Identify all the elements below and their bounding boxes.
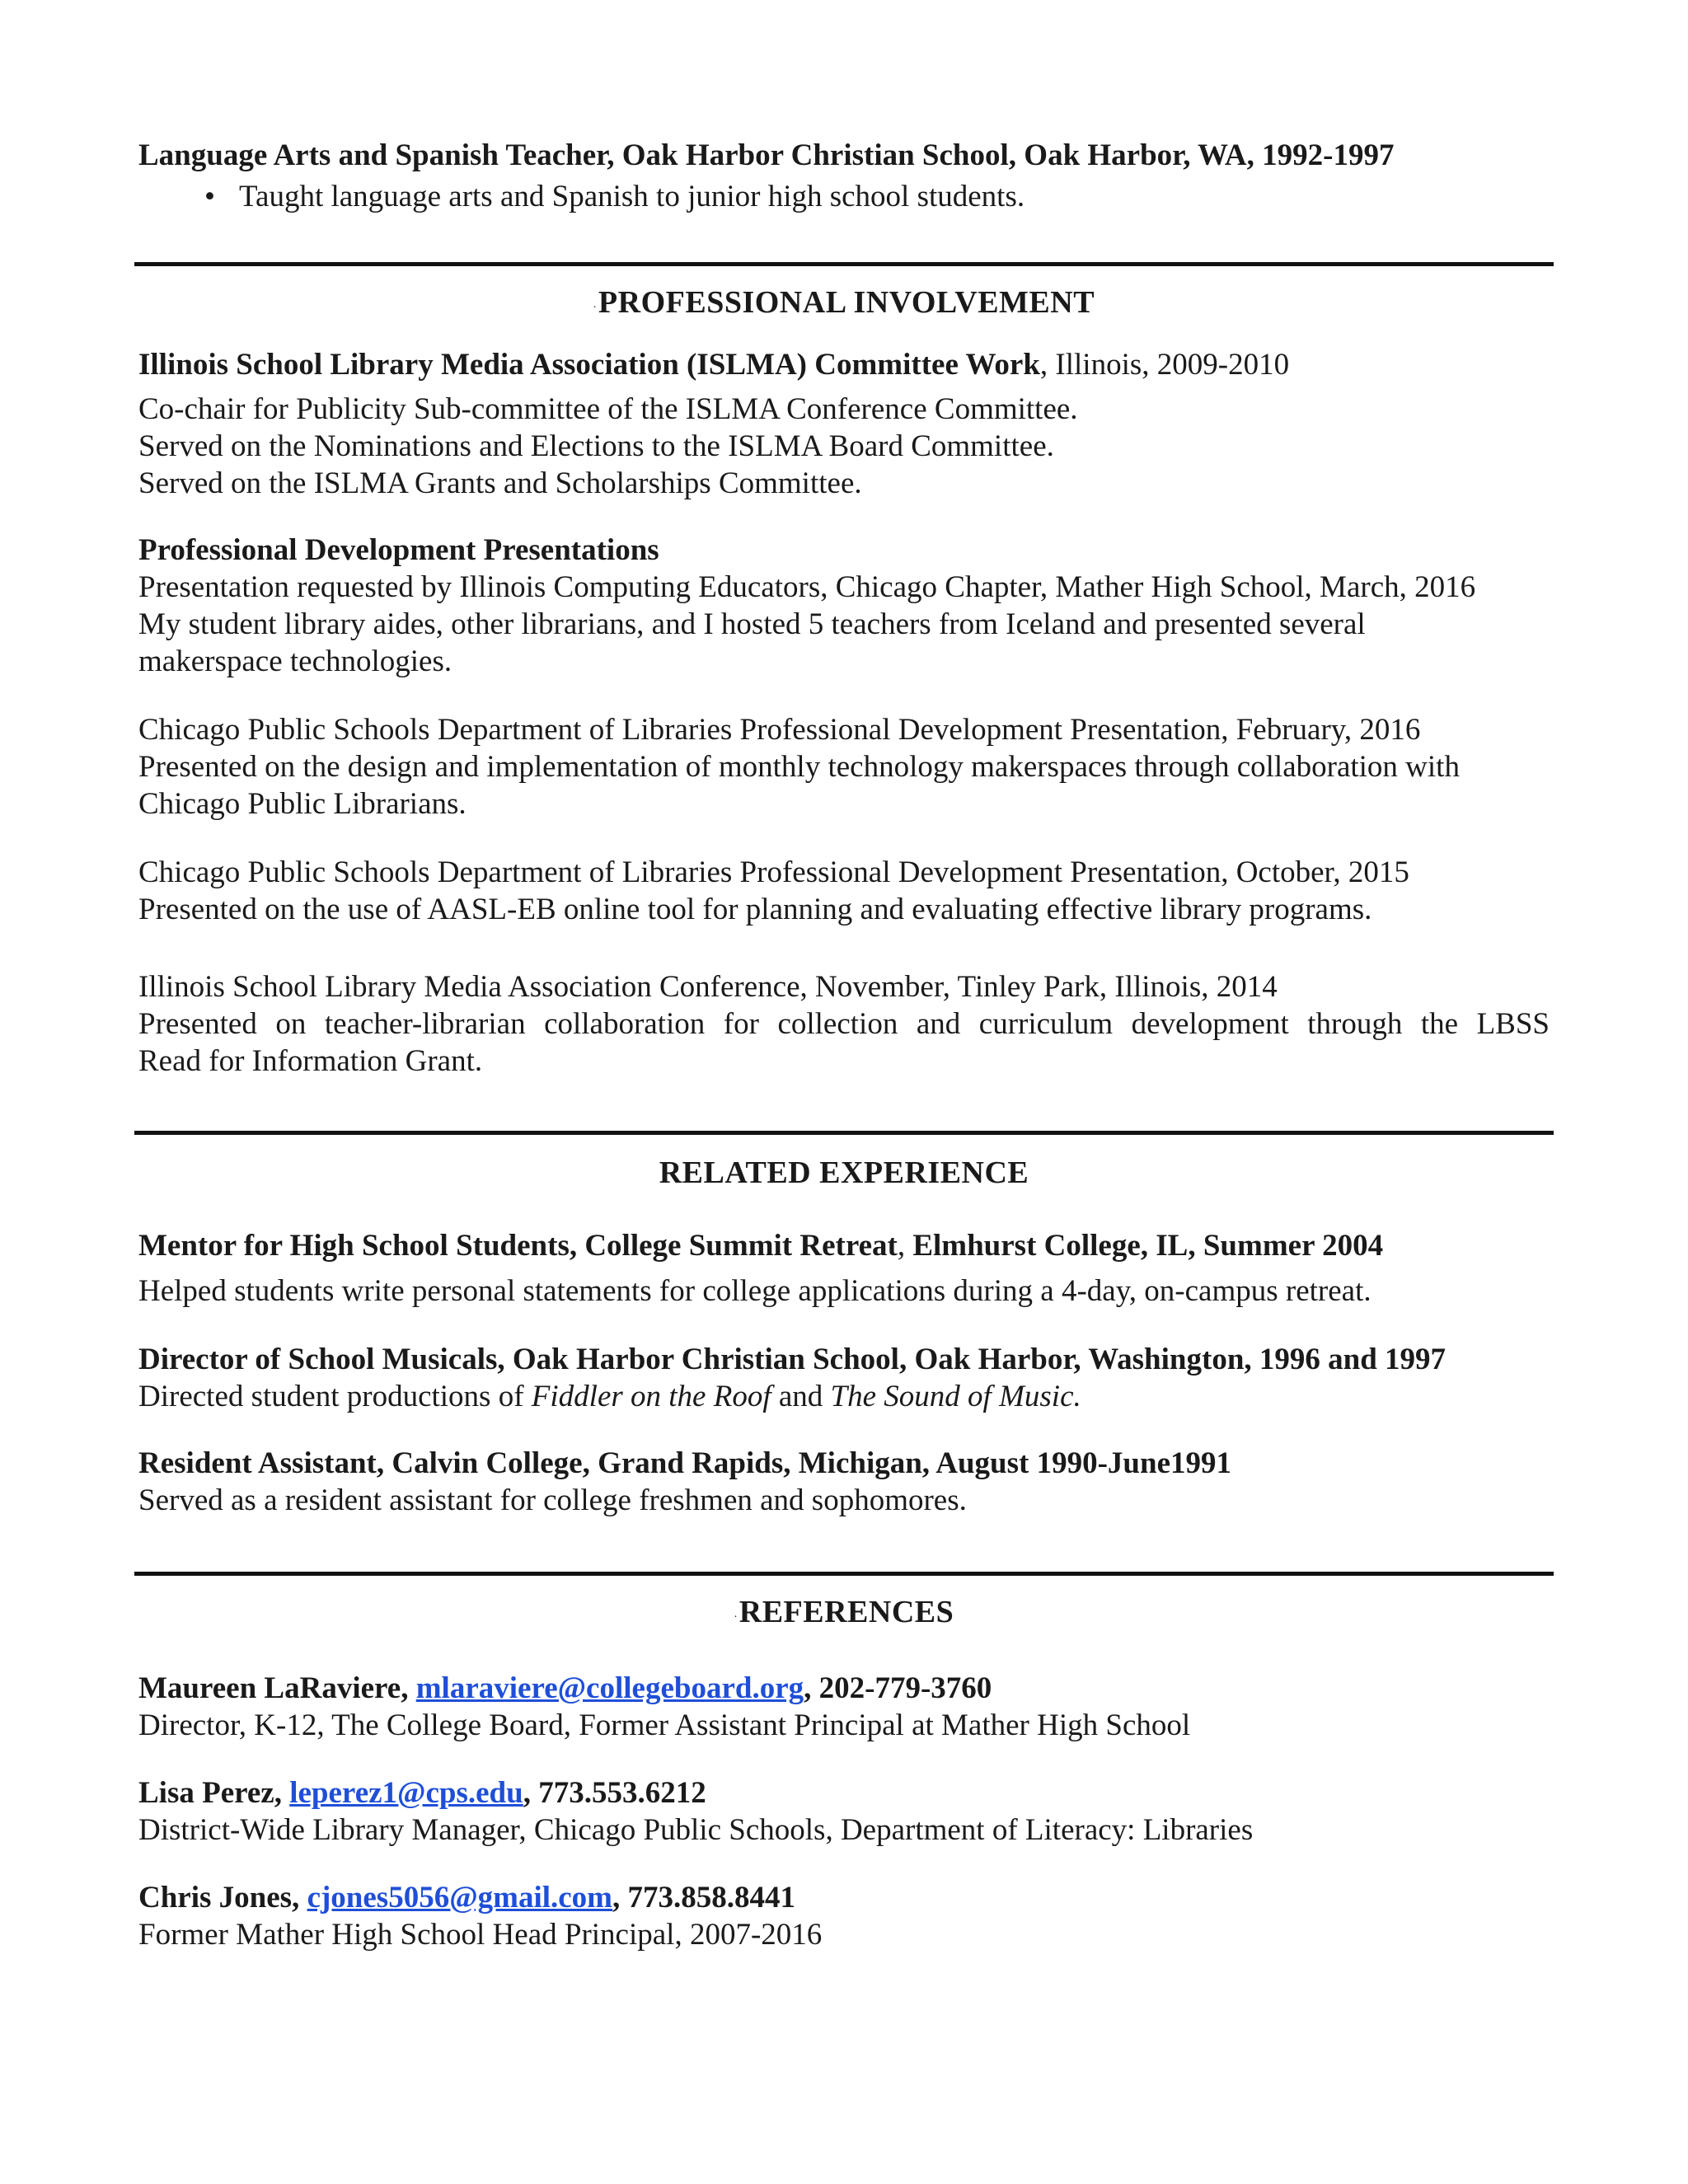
- islma-line-1: Co-chair for Publicity Sub-committee of the ISLMA Conference Committee.: [138, 392, 1078, 426]
- reference-1-contact: [138, 1670, 1550, 1708]
- mentor-title-a: Mentor for High School Students, College Summit Retreat: [138, 1229, 898, 1263]
- presentation-3-line-2: Presented on the use of AASL-EB online tool for planning and evaluating effective library programs.: [138, 893, 1372, 926]
- presentation-3-line-1: Chicago Public Schools Department of Libraries Professional Development Presentation, October, 2015: [138, 855, 1409, 889]
- presentation-2-line-2: Presented on the design and implementation of monthly technology makerspaces through collaboration with: [138, 750, 1460, 784]
- reference-1-email-link[interactable]: mlaraviere@collegeboard.org: [415, 1671, 804, 1705]
- reference-1-name: Maureen LaRaviere,: [138, 1671, 416, 1705]
- section-heading-professional-involvement: .PROFESSIONAL INVOLVEMENT: [593, 285, 1095, 320]
- presentation-2-line-3: Chicago Public Librarians.: [138, 787, 467, 821]
- reference-3-phone: , 773.858.8441: [612, 1881, 795, 1915]
- section-divider: [134, 1131, 1554, 1135]
- section-heading-related-experience: RELATED EXPERIENCE: [659, 1155, 1029, 1190]
- islma-title: Illinois School Library Media Association (ISLMA) Committee Work: [138, 348, 1040, 382]
- presentations-title: Professional Development Presentations: [138, 533, 659, 567]
- presentation-2-line-1: Chicago Public Schools Department of Libraries Professional Development Presentation, February, 2016: [138, 713, 1421, 747]
- presentation-4-line-2: Presented on teacher-librarian collaboration for collection and curriculum development through the LBSS: [138, 1007, 1550, 1041]
- presentation-1-line-3: makerspace technologies.: [138, 644, 452, 678]
- section-heading-references: .REFERENCES: [734, 1595, 954, 1629]
- section-divider: [134, 1572, 1554, 1576]
- islma-line-2: Served on the Nominations and Elections to the ISLMA Board Committee.: [138, 429, 1054, 463]
- reference-2-name: Lisa Perez,: [138, 1776, 290, 1810]
- musical-title-fiddler: Fiddler on the Roof: [531, 1380, 771, 1413]
- reference-3-name: Chris Jones,: [138, 1881, 307, 1915]
- job-title: Language Arts and Spanish Teacher, Oak Harbor Christian School, Oak Harbor, WA, 1992-1997: [138, 138, 1395, 172]
- director-desc: Directed student productions of Fiddler on the Roof and The Sound of Music.: [138, 1380, 1081, 1413]
- reference-1-phone: , 202-779-3760: [804, 1671, 992, 1705]
- presentation-1-line-2: My student library aides, other librarians, and I hosted 5 teachers from Iceland and presented several: [138, 607, 1366, 641]
- mentor-title-b: Elmhurst College, IL, Summer 2004: [912, 1229, 1384, 1263]
- reference-1-desc: Director, K-12, The College Board, Former Assistant Principal at Mather High School: [138, 1708, 1191, 1742]
- reference-2-desc: District-Wide Library Manager, Chicago Public Schools, Department of Literacy: Libraries: [138, 1813, 1254, 1847]
- islma-line-3: Served on the ISLMA Grants and Scholarships Committee.: [138, 466, 862, 500]
- section-divider: [134, 262, 1554, 266]
- islma-suffix: , Illinois, 2009-2010: [1039, 348, 1290, 382]
- presentation-4-line-3: Read for Information Grant.: [138, 1044, 483, 1078]
- reference-3-desc: Former Mather High School Head Principal, 2007-2016: [138, 1918, 823, 1952]
- director-title: Director of School Musicals, Oak Harbor Christian School, Oak Harbor, Washington, 1996 and 1997: [138, 1343, 1447, 1376]
- presentation-1-line-1: Presentation requested by Illinois Computing Educators, Chicago Chapter, Mather High School, March, 2016: [138, 570, 1476, 604]
- mentor-title-sep: ,: [897, 1229, 913, 1263]
- mentor-desc: Helped students write personal statements for college applications during a 4-day, on-campus retreat.: [138, 1274, 1372, 1308]
- islma-title-line: [138, 346, 1550, 384]
- reference-3-contact: [138, 1879, 1550, 1917]
- reference-3-email-link[interactable]: cjones5056@gmail.com: [307, 1881, 612, 1915]
- musical-title-sound-of-music: The Sound of Music.: [830, 1380, 1081, 1413]
- job-bullet-text: Taught language arts and Spanish to junior high school students.: [239, 180, 1025, 213]
- resident-desc: Served as a resident assistant for college freshmen and sophomores.: [138, 1483, 967, 1517]
- presentation-4-line-1: Illinois School Library Media Association Conference, November, Tinley Park, Illinois, 2014: [138, 970, 1278, 1004]
- mentor-title: [138, 1227, 1550, 1265]
- reference-2-phone: , 773.553.6212: [523, 1776, 706, 1810]
- reference-2-email-link[interactable]: leperez1@cps.edu: [289, 1776, 523, 1810]
- bullet-icon: •: [204, 180, 215, 213]
- resident-title: Resident Assistant, Calvin College, Grand Rapids, Michigan, August 1990-June1991: [138, 1446, 1232, 1480]
- reference-2-contact: [138, 1774, 1550, 1812]
